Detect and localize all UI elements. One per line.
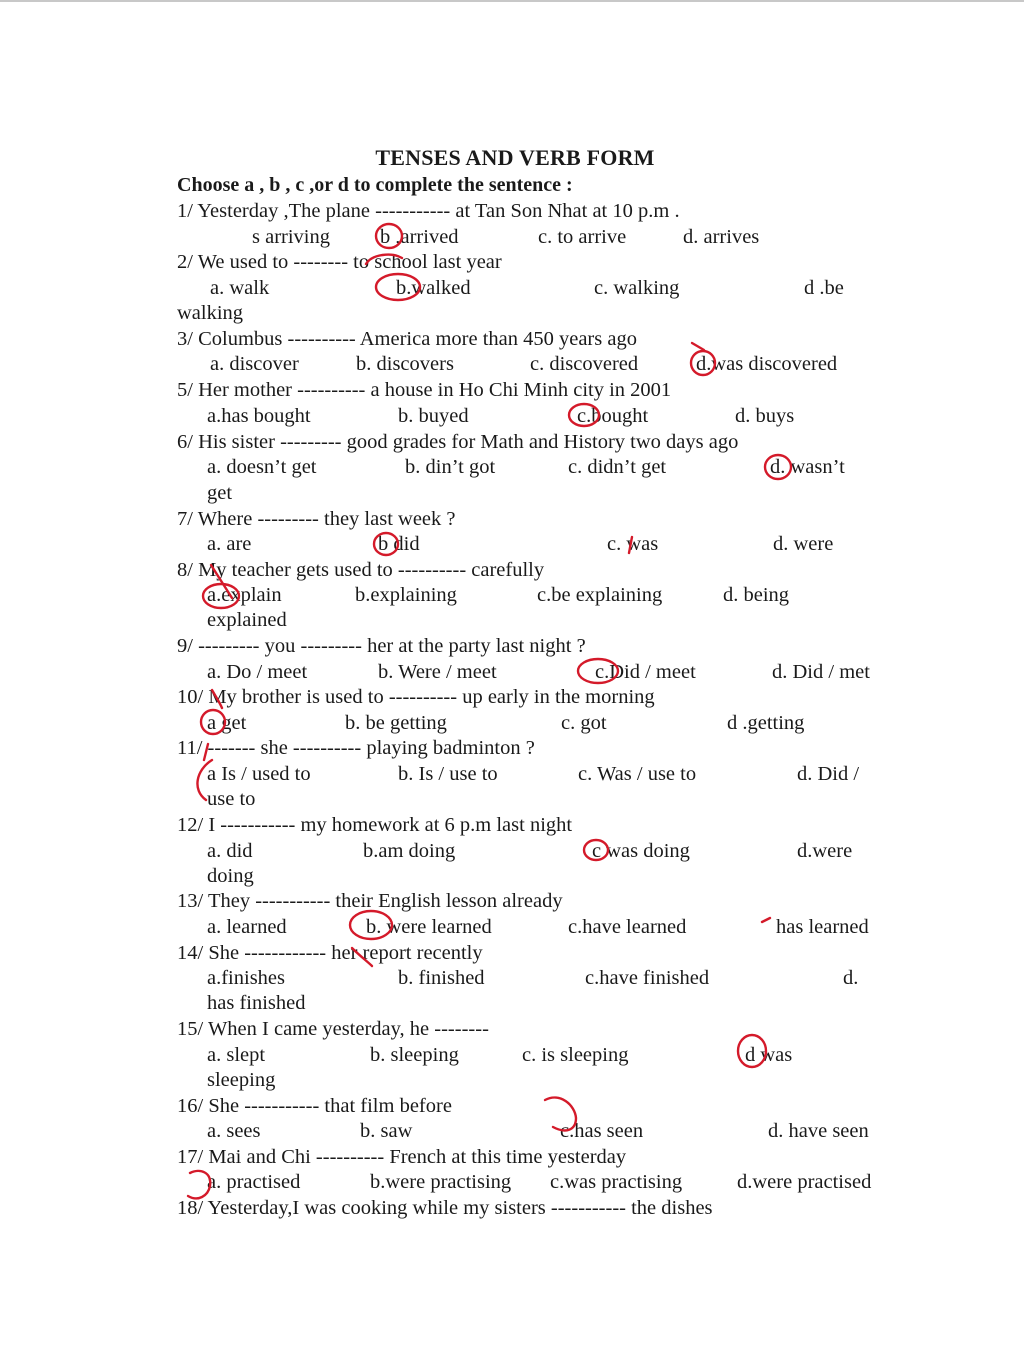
q16-option-c: c.has seen: [560, 1120, 644, 1142]
q1-option-d: d. arrives: [683, 226, 760, 248]
q7-option-b: b did: [378, 533, 420, 555]
q14-option-d-wrap: has finished: [207, 992, 306, 1014]
q6-option-d: d. wasn’t: [770, 456, 845, 478]
q1-option-a: s arriving: [252, 226, 330, 248]
q1-option-b: b ,arrived: [380, 226, 459, 248]
q6-option-a: a. doesn’t get: [207, 456, 317, 478]
q7-option-d: d. were: [773, 533, 834, 555]
question-3: 3/ Columbus ---------- America more than 450 years ago: [177, 328, 637, 350]
q13-d-mark: [762, 918, 770, 922]
q11-option-d: d. Did /: [797, 763, 860, 785]
q3-option-a: a. discover: [210, 353, 299, 375]
q12-option-c: c was doing: [592, 840, 690, 862]
question-15: 15/ When I came yesterday, he --------: [177, 1018, 489, 1040]
q3-option-b: b. discovers: [356, 353, 454, 375]
q17-option-c: c.was practising: [550, 1171, 683, 1193]
q2-option-b: b.walked: [396, 277, 471, 299]
question-17: 17/ Mai and Chi ---------- French at this time yesterday: [177, 1146, 627, 1168]
question-2: 2/ We used to -------- to school last year: [177, 251, 502, 273]
q1-option-c: c. to arrive: [538, 226, 627, 248]
q3-option-c: c. discovered: [530, 353, 639, 375]
q2-option-d: d .be: [804, 277, 844, 299]
q16-option-a: a. sees: [207, 1120, 261, 1142]
q11-option-d-wrap: use to: [207, 788, 256, 810]
q13-option-c: c.have learned: [568, 916, 687, 938]
question-5: 5/ Her mother ---------- a house in Ho Chi Minh city in 2001: [177, 379, 672, 401]
q9-option-c: c.Did / meet: [595, 661, 696, 683]
q8-option-b: b.explaining: [355, 584, 457, 606]
q17-option-a: a. practised: [207, 1171, 301, 1193]
question-8: 8/ My teacher gets used to ---------- carefully: [177, 559, 545, 581]
q11-option-c: c. Was / use to: [578, 763, 697, 785]
q3-option-d: d.was discovered: [696, 353, 838, 375]
q9-option-b: b. Were / meet: [378, 661, 497, 683]
q8-option-a: a.explain: [207, 584, 282, 606]
worksheet-title: TENSES AND VERB FORM: [375, 145, 655, 170]
page-top-edge: [0, 0, 1024, 2]
q12-option-a: a. did: [207, 840, 253, 862]
q9-option-a: a. Do / meet: [207, 661, 308, 683]
q10-option-c: c. got: [561, 712, 607, 734]
q8-option-c: c.be explaining: [537, 584, 663, 606]
q14-option-b: b. finished: [398, 967, 485, 989]
q13-option-b: b. were learned: [366, 916, 492, 938]
question-18: 18/ Yesterday,I was cooking while my sisters ----------- the dishes: [177, 1197, 713, 1219]
worksheet-instruction: Choose a , b , c ,or d to complete the sentence :: [177, 174, 573, 196]
q13-option-a: a. learned: [207, 916, 287, 938]
q12-option-d-wrap: doing: [207, 865, 254, 887]
q8-option-d: d. being: [723, 584, 790, 606]
question-16: 16/ She ----------- that film before: [177, 1095, 452, 1117]
q7-option-a: a. are: [207, 533, 252, 555]
q14-option-d: d.: [843, 967, 859, 989]
q5-option-c: c.bought: [577, 405, 649, 427]
q15-option-b: b. sleeping: [370, 1044, 459, 1066]
q14-option-c: c.have finished: [585, 967, 710, 989]
q5-option-d: d. buys: [735, 405, 795, 427]
q12-option-d: d.were: [797, 840, 853, 862]
q15-option-d: d was: [745, 1044, 793, 1066]
q10-option-a: a get: [207, 712, 247, 734]
q10-option-b: b. be getting: [345, 712, 447, 734]
question-7: 7/ Where --------- they last week ?: [177, 508, 456, 530]
q7-option-c: c. was: [607, 533, 659, 555]
question-14: 14/ She ------------ her report recently: [177, 942, 483, 964]
q16-option-d: d. have seen: [768, 1120, 869, 1142]
question-12: 12/ I ----------- my homework at 6 p.m last night: [177, 814, 573, 836]
q6-option-d-wrap: get: [207, 482, 233, 504]
q2-option-d-wrap: walking: [177, 302, 244, 324]
q8-option-d-wrap: explained: [207, 609, 287, 631]
q2-option-c: c. walking: [594, 277, 680, 299]
question-1: 1/ Yesterday ,The plane ----------- at Tan Son Nhat at 10 p.m .: [177, 200, 680, 222]
q5-option-b: b. buyed: [398, 405, 469, 427]
question-13: 13/ They ----------- their English lesson already: [177, 890, 563, 912]
q14-option-a: a.finishes: [207, 967, 285, 989]
q10-option-d: d .getting: [727, 712, 805, 734]
q9-option-d: d. Did / met: [772, 661, 870, 683]
question-9: 9/ --------- you --------- her at the party last night ?: [177, 635, 586, 657]
question-11: 11/ ------- she ---------- playing badminton ?: [177, 737, 535, 759]
q17-option-d: d.were practised: [737, 1171, 872, 1193]
q5-option-a: a.has bought: [207, 405, 311, 427]
q6-option-b: b. din’t got: [405, 456, 496, 478]
q15-option-c: c. is sleeping: [522, 1044, 629, 1066]
q11-option-a: a Is / used to: [207, 763, 311, 785]
q16-option-b: b. saw: [360, 1120, 413, 1142]
question-10: 10/ My brother is used to ---------- up early in the morning: [177, 686, 655, 708]
q6-option-c: c. didn’t get: [568, 456, 667, 478]
q11-option-b: b. Is / use to: [398, 763, 498, 785]
q13-option-d: has learned: [776, 916, 869, 938]
q2-option-a: a. walk: [210, 277, 270, 299]
q15-option-a: a. slept: [207, 1044, 266, 1066]
question-6: 6/ His sister --------- good grades for Math and History two days ago: [177, 431, 739, 453]
q15-option-d-wrap: sleeping: [207, 1069, 276, 1091]
q3-tick: [692, 343, 704, 350]
q12-option-b: b.am doing: [363, 840, 456, 862]
q17-option-b: b.were practising: [370, 1171, 512, 1193]
